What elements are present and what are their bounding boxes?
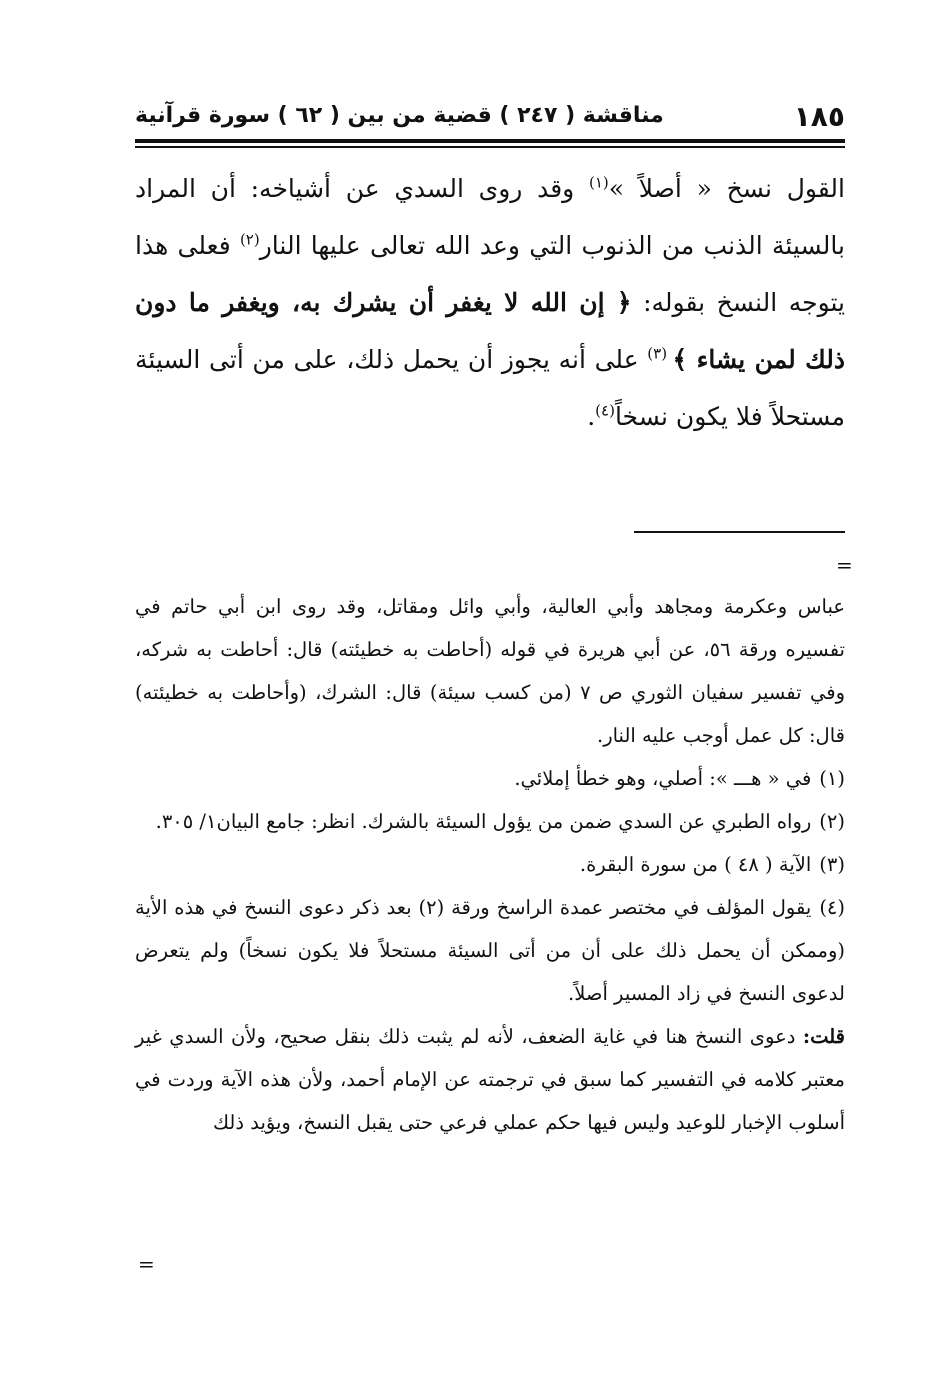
footnote-continued: عباس وعكرمة ومجاهد وأبي العالية، وأبي وائل ومقاتل، وقد روى ابن أبي حاتم في تفسيره ورقة ٥٦، عن أبي هريرة في قوله (أحاطت به خطيئته) قال: أحاطت به شركه، وفي تفسير سفيان الثوري ص ٧ (من كسب سيئة) قال: الشرك، (وأحاطت به خطيئته) قال: كل عمل أوجب عليه النار. xyxy=(135,595,845,747)
footnote-number: (٢) xyxy=(819,810,845,833)
running-title: مناقشة ( ٢٤٧ ) قضية من بين ( ٦٢ ) سورة قرآنية xyxy=(135,103,664,128)
page-header xyxy=(135,100,845,134)
editor-note-text: دعوى النسخ هنا في غاية الضعف، لأنه لم يثبت ذلك بنقل صحيح، ولأن السدي غير معتبر كلامه في التفسير كما سبق في ترجمته عن الإمام أحمد، ولأن هذه الآية وردت في أسلوب الإخبار للوعيد وليس فيها حكم عملي فرعي حتى يقبل النسخ، ويؤيد ذلك xyxy=(135,1025,845,1134)
text-span: وقد روى السدي عن أشياخه: أن المراد بالسيئة الذنب من الذنوب التي وعد الله تعالى عليها النار xyxy=(135,174,845,260)
text-span: القول نسخ « أصلاً » xyxy=(608,174,845,203)
footnote-text: رواه الطبري عن السدي ضمن من يؤول السيئة بالشرك. انظر: جامع البيان١/ ٣٠٥. xyxy=(155,810,812,833)
header-rule-thick xyxy=(135,139,845,143)
editor-note xyxy=(135,1015,845,1144)
continuation-mark-top: = xyxy=(836,553,853,577)
footnote-4 xyxy=(135,886,845,1015)
header-rule-thin xyxy=(135,146,845,148)
main-text xyxy=(135,160,845,445)
main-paragraph xyxy=(135,160,845,445)
continuation-mark-bottom: = xyxy=(138,1252,155,1276)
text-span: . xyxy=(587,402,596,431)
page-number: ١٨٥ xyxy=(793,100,845,133)
footnote-ref-1: (١) xyxy=(588,173,609,192)
footnote-text: يقول المؤلف في مختصر عمدة الراسخ ورقة (٢) بعد ذكر دعوى النسخ في هذه الأية (وممكن أن يحمل ذلك على أن من أتى السيئة مستحلاً فلا يكون نسخاً) ولم يتعرض لدعوى النسخ في زاد المسير أصلاً. xyxy=(135,896,845,1005)
footnotes xyxy=(135,585,845,1144)
footnote-number: (٣) xyxy=(819,853,845,876)
footnote-text: الآية ( ٤٨ ) من سورة البقرة. xyxy=(579,853,812,876)
footnote-number: (٤) xyxy=(819,896,846,919)
footnote-ref-2: (٢) xyxy=(239,230,260,249)
footnote-separator xyxy=(634,531,845,533)
editor-note-label: قلت: xyxy=(802,1025,845,1048)
text-span: على أنه يجوز أن يحمل ذلك، على من أتى السيئة مستحلاً فلا يكون نسخاً xyxy=(135,345,845,431)
footnote-3 xyxy=(135,843,845,886)
footnote-2 xyxy=(135,800,845,843)
footnote-1 xyxy=(135,757,845,800)
text-span: فعلى هذا يتوجه النسخ بقوله: xyxy=(135,231,845,317)
footnote-number: (١) xyxy=(819,767,845,790)
quran-verse: ﴿ إن الله لا يغفر أن يشرك به، ويغفر ما دون ذلك لمن يشاء ﴾ xyxy=(135,288,846,374)
footnote-ref-3: (٣) xyxy=(647,344,673,363)
footnote-ref-4: (٤) xyxy=(595,401,615,420)
footnote-text: في « هـــ »: أصلي، وهو خطأ إملائي. xyxy=(514,767,812,790)
